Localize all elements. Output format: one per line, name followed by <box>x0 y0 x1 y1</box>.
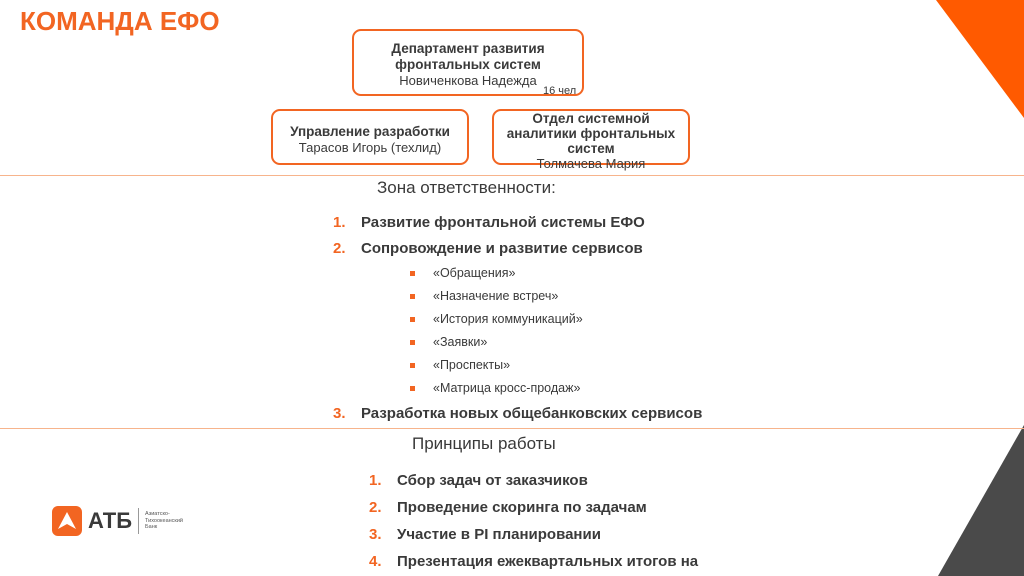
list-item: 1. Сбор задач от заказчиков <box>369 472 588 489</box>
divider-bottom <box>0 428 1024 429</box>
analytics-head: Толмачева Мария <box>536 156 646 171</box>
responsibility-list <box>333 214 645 266</box>
responsibility-title: Зона ответственности: <box>377 178 556 197</box>
list-item: «Назначение встреч» <box>433 289 583 312</box>
analytics-title: Отдел системной аналитики фронтальных систем <box>506 111 676 156</box>
list-item: 4. Презентация ежеквартальных итогов на <box>369 553 699 570</box>
principles-title: Принципы работы <box>412 434 556 453</box>
logo-separator <box>138 508 139 534</box>
list-item: 1. Развитие фронтальной системы ЕФО <box>333 214 645 231</box>
responsibility-list-cont <box>333 405 703 422</box>
list-item: 2. Проведение скоринга по задачам <box>369 499 647 516</box>
list-item: «Матрица кросс-продаж» <box>433 381 583 404</box>
list-item: 3. Разработка новых общебанковских сервисов <box>333 405 703 422</box>
department-head: Новиченкова Надежда <box>399 73 537 88</box>
list-item: «Заявки» <box>433 335 583 358</box>
headcount-label: 16 чел <box>543 85 577 97</box>
list-item: «Обращения» <box>433 266 583 289</box>
atb-logo-icon <box>52 506 82 536</box>
bank-logo <box>52 506 189 536</box>
corner-decoration-bottom <box>930 425 1024 576</box>
logo-tagline: Азиатско-Тихоокеанский Банк <box>145 511 183 531</box>
services-list <box>433 266 583 404</box>
analytics-box <box>492 109 690 171</box>
department-title: Департамент развития фронтальных систем <box>391 41 545 72</box>
principles-list <box>369 472 699 573</box>
logo-brand: АТБ <box>88 508 133 533</box>
development-head: Тарасов Игорь (техлид) <box>298 140 442 155</box>
corner-decoration-top <box>930 0 1024 120</box>
development-box <box>271 109 469 165</box>
list-item: «Проспекты» <box>433 358 583 381</box>
page-title: КОМАНДА ЕФО <box>20 6 220 36</box>
list-item: «История коммуникаций» <box>433 312 583 335</box>
development-title: Управление разработки <box>290 124 450 139</box>
list-item: 3. Участие в PI планировании <box>369 526 601 543</box>
divider-top <box>0 175 1024 176</box>
list-item: 2. Сопровождение и развитие сервисов <box>333 240 643 257</box>
